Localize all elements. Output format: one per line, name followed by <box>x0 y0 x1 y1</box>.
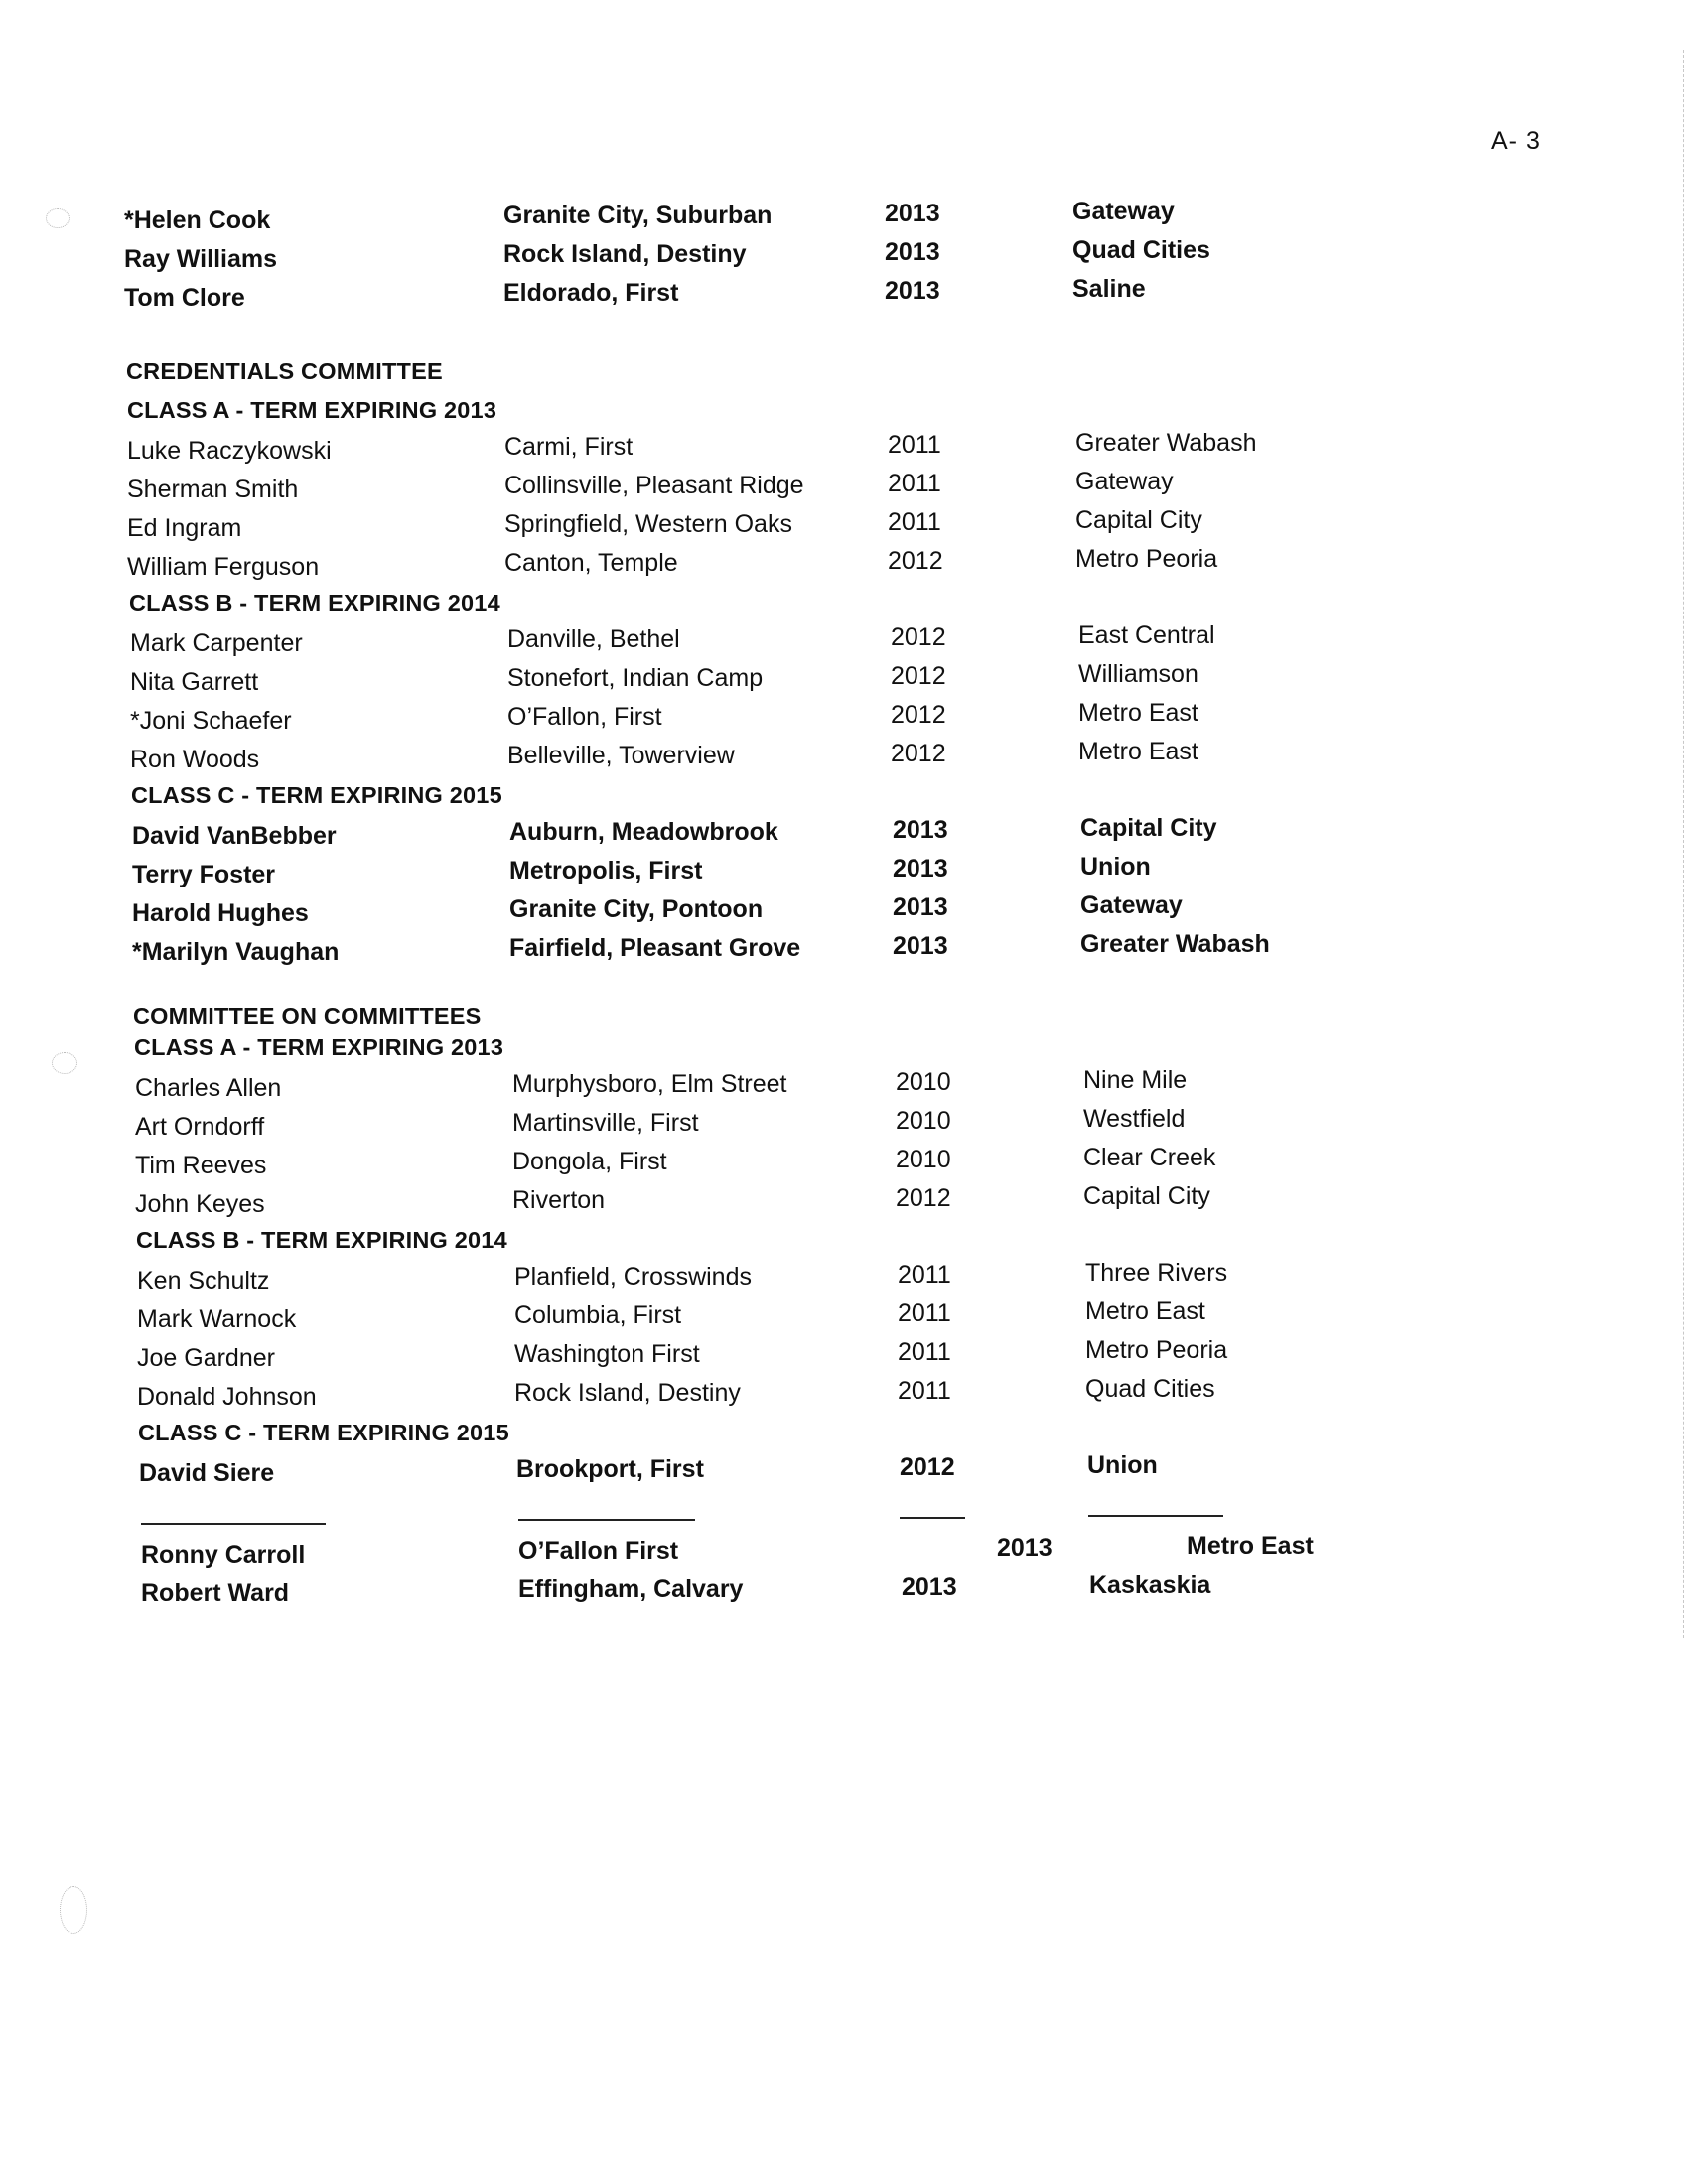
member-name: Mark Warnock <box>137 1305 297 1333</box>
member-church: O’Fallon First <box>518 1537 679 1565</box>
table-row <box>137 1375 1428 1419</box>
blank-line <box>518 1519 695 1521</box>
member-year: 2013 <box>893 893 948 921</box>
member-name: Ronny Carroll <box>141 1541 306 1569</box>
member-association: Metro East <box>1078 738 1198 765</box>
member-association: Kaskaskia <box>1089 1571 1211 1599</box>
table-row <box>132 814 1423 858</box>
member-association: Union <box>1087 1451 1158 1479</box>
member-church: Collinsville, Pleasant Ridge <box>504 472 804 499</box>
member-church: Rock Island, Destiny <box>514 1379 741 1407</box>
member-year: 2013 <box>893 816 948 844</box>
member-church: Brookport, First <box>516 1455 704 1483</box>
member-association: Clear Creek <box>1083 1144 1216 1171</box>
member-year: 2012 <box>891 740 946 767</box>
member-church: Danville, Bethel <box>507 625 680 653</box>
member-year: 2011 <box>898 1261 951 1289</box>
member-church: Stonefort, Indian Camp <box>507 664 764 692</box>
table-row <box>139 1451 1430 1495</box>
member-association: Capital City <box>1083 1182 1210 1210</box>
table-row <box>130 738 1421 781</box>
member-year: 2013 <box>885 277 940 305</box>
table-row <box>130 660 1421 704</box>
table-row <box>127 506 1418 550</box>
member-year: 2011 <box>898 1377 951 1405</box>
member-church: Rock Island, Destiny <box>503 240 747 268</box>
member-name: Terry Foster <box>132 861 276 888</box>
table-row <box>135 1182 1426 1226</box>
member-name: Luke Raczykowski <box>127 437 332 465</box>
member-association: Gateway <box>1072 198 1175 225</box>
scan-speck <box>60 1886 87 1934</box>
member-year: 2012 <box>891 623 946 651</box>
member-church: Canton, Temple <box>504 549 678 577</box>
table-row <box>124 236 1415 281</box>
member-name: Ron Woods <box>130 746 260 773</box>
member-year: 2013 <box>997 1534 1053 1562</box>
table-row <box>137 1336 1428 1380</box>
member-church: Carmi, First <box>504 433 634 461</box>
member-church: Springfield, Western Oaks <box>504 510 792 538</box>
member-association: Metro East <box>1085 1297 1205 1325</box>
member-name: Joe Gardner <box>137 1344 275 1372</box>
member-year: 2013 <box>902 1573 957 1601</box>
member-association: Williamson <box>1078 660 1198 688</box>
member-church: Eldorado, First <box>503 279 679 307</box>
member-association: Metro Peoria <box>1085 1336 1228 1364</box>
class-heading: CLASS B - TERM EXPIRING 2014 <box>136 1227 507 1253</box>
member-church: Washington First <box>514 1340 700 1368</box>
table-row <box>127 545 1418 589</box>
blank-line <box>141 1523 326 1525</box>
member-name: Nita Garrett <box>130 668 259 696</box>
blank-line <box>1088 1515 1223 1517</box>
member-name: Tom Clore <box>124 284 245 312</box>
member-year: 2010 <box>896 1107 951 1135</box>
member-name: *Joni Schaefer <box>130 707 292 735</box>
member-church: Granite City, Suburban <box>503 202 773 229</box>
member-church: Planfield, Crosswinds <box>514 1263 752 1291</box>
member-year: 2013 <box>885 200 940 227</box>
member-name: Ray Williams <box>124 245 278 273</box>
member-name: Robert Ward <box>141 1579 290 1607</box>
member-church: Martinsville, First <box>512 1109 699 1137</box>
member-name: Tim Reeves <box>135 1152 267 1179</box>
member-year: 2011 <box>898 1338 951 1366</box>
member-church: Effingham, Calvary <box>518 1575 744 1603</box>
table-row <box>141 1571 1432 1615</box>
member-year: 2010 <box>896 1068 951 1096</box>
member-association: Quad Cities <box>1072 236 1210 264</box>
table-row <box>127 429 1418 473</box>
member-name: David Siere <box>139 1459 275 1487</box>
member-association: Capital City <box>1075 506 1202 534</box>
table-row <box>135 1066 1426 1110</box>
member-association: East Central <box>1078 621 1215 649</box>
member-association: Metro East <box>1187 1532 1314 1560</box>
member-association: Metro Peoria <box>1075 545 1218 573</box>
member-church: Belleville, Towerview <box>507 742 735 769</box>
class-heading: CLASS A - TERM EXPIRING 2013 <box>127 397 497 423</box>
member-year: 2013 <box>885 238 940 266</box>
table-row <box>135 1144 1426 1187</box>
member-name: John Keyes <box>135 1190 265 1218</box>
scan-speck <box>46 208 70 228</box>
member-church: Auburn, Meadowbrook <box>509 818 778 846</box>
member-name: Mark Carpenter <box>130 629 303 657</box>
member-name: David VanBebber <box>132 822 337 850</box>
member-year: 2013 <box>893 932 948 960</box>
member-year: 2012 <box>891 701 946 729</box>
member-church: Metropolis, First <box>509 857 703 885</box>
member-association: Capital City <box>1080 814 1217 842</box>
section-title-credentials: CREDENTIALS COMMITTEE <box>126 358 443 384</box>
member-year: 2012 <box>896 1184 951 1212</box>
table-row <box>127 468 1418 511</box>
member-name: Art Orndorff <box>135 1113 265 1141</box>
member-year: 2011 <box>888 508 941 536</box>
member-church: Riverton <box>512 1186 606 1214</box>
member-year: 2013 <box>893 855 948 883</box>
class-heading: CLASS C - TERM EXPIRING 2015 <box>131 782 502 808</box>
member-association: Quad Cities <box>1085 1375 1215 1403</box>
table-row <box>130 621 1421 665</box>
member-year: 2011 <box>888 431 941 459</box>
member-association: Gateway <box>1075 468 1174 495</box>
member-year: 2011 <box>898 1299 951 1327</box>
scan-speck <box>52 1052 77 1074</box>
member-year: 2010 <box>896 1146 951 1173</box>
member-year: 2012 <box>900 1453 955 1481</box>
class-heading: CLASS B - TERM EXPIRING 2014 <box>129 590 500 615</box>
member-name: *Helen Cook <box>124 206 271 234</box>
scan-edge-mark <box>1683 50 1684 1638</box>
table-row <box>141 1532 1432 1576</box>
member-association: Westfield <box>1083 1105 1186 1133</box>
table-row <box>124 275 1415 320</box>
class-heading: CLASS A - TERM EXPIRING 2013 <box>134 1034 504 1060</box>
member-church: Columbia, First <box>514 1301 682 1329</box>
member-name: William Ferguson <box>127 553 320 581</box>
table-row <box>137 1297 1428 1341</box>
member-association: Nine Mile <box>1083 1066 1188 1094</box>
page-number: A- 3 <box>1491 127 1541 155</box>
member-name: Donald Johnson <box>137 1383 317 1411</box>
member-name: Ken Schultz <box>137 1267 270 1295</box>
member-name: Sherman Smith <box>127 476 299 503</box>
member-year: 2011 <box>888 470 941 497</box>
member-church: Granite City, Pontoon <box>509 895 764 923</box>
table-row <box>137 1259 1428 1302</box>
table-row <box>124 198 1415 242</box>
member-name: *Marilyn Vaughan <box>132 938 340 966</box>
member-year: 2012 <box>891 662 946 690</box>
class-heading: CLASS C - TERM EXPIRING 2015 <box>138 1420 509 1445</box>
member-association: Saline <box>1072 275 1146 303</box>
member-name: Harold Hughes <box>132 899 309 927</box>
member-church: Murphysboro, Elm Street <box>512 1070 787 1098</box>
table-row <box>132 930 1423 974</box>
member-church: O’Fallon, First <box>507 703 662 731</box>
member-association: Greater Wabash <box>1080 930 1270 958</box>
table-row <box>132 853 1423 896</box>
member-association: Metro East <box>1078 699 1198 727</box>
table-row <box>135 1105 1426 1149</box>
member-name: Ed Ingram <box>127 514 242 542</box>
member-association: Three Rivers <box>1085 1259 1228 1287</box>
table-row <box>130 699 1421 743</box>
member-church: Dongola, First <box>512 1148 667 1175</box>
member-association: Union <box>1080 853 1151 881</box>
member-church: Fairfield, Pleasant Grove <box>509 934 801 962</box>
member-name: Charles Allen <box>135 1074 282 1102</box>
blank-line <box>900 1517 965 1519</box>
section-title-committees: COMMITTEE ON COMMITTEES <box>133 1003 482 1028</box>
member-year: 2012 <box>888 547 943 575</box>
member-association: Greater Wabash <box>1075 429 1257 457</box>
member-association: Gateway <box>1080 891 1183 919</box>
